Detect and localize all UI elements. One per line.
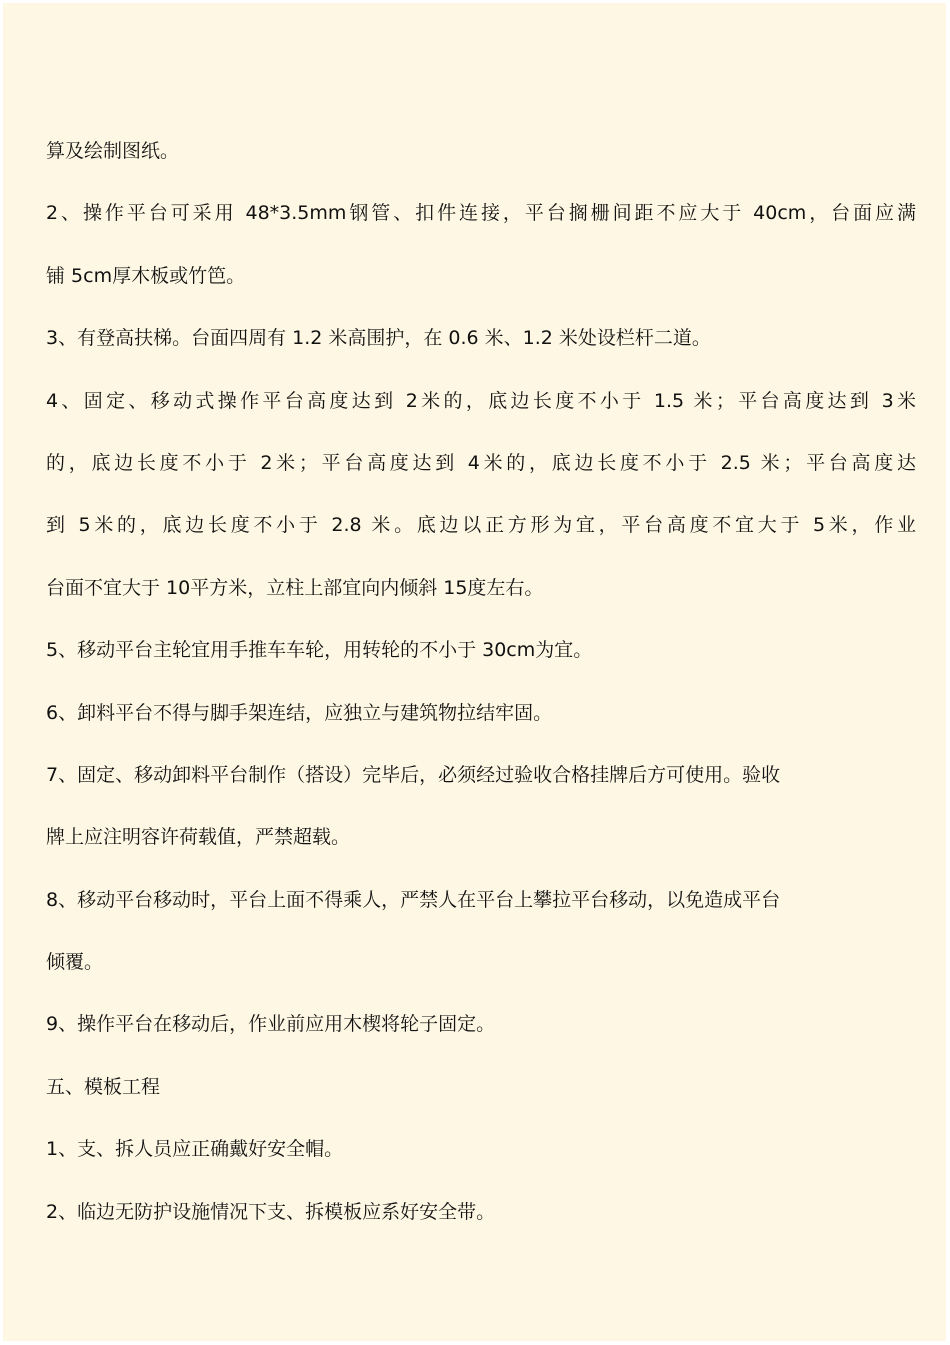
- text-line: 倾覆。: [46, 951, 104, 974]
- text-line: 台面不宜大于 10平方米，立柱上部宜向内倾斜 15度左右。: [46, 576, 544, 599]
- text-line: 2、操作平台可采用 48*3.5mm钢管、扣件连接，平台搁栅间距不应大于 40cm，台面应满: [46, 202, 916, 225]
- text-line: 5、移动平台主轮宜用手推车车轮，用转轮的不小于 30cm为宜。: [46, 639, 593, 662]
- document-page: [3, 3, 946, 1341]
- text-line: 的，底边长度不小于 2米；平台高度达到 4米的，底边长度不小于 2.5 米；平台高度达: [46, 451, 916, 474]
- text-line: 6、卸料平台不得与脚手架连结，应独立与建筑物拉结牢固。: [46, 701, 553, 724]
- text-line: 铺 5cm厚木板或竹笆。: [46, 264, 246, 287]
- section-heading: 五、模板工程: [46, 1075, 161, 1098]
- text-line: 2、临边无防护设施情况下支、拆模板应系好安全带。: [46, 1200, 496, 1223]
- text-line: 4、固定、移动式操作平台高度达到 2米的，底边长度不小于 1.5 米；平台高度达到 3米: [46, 389, 916, 412]
- text-line: 9、操作平台在移动后，作业前应用木楔将轮子固定。: [46, 1013, 496, 1036]
- text-line: 1、支、拆人员应正确戴好安全帽。: [46, 1138, 344, 1161]
- text-line: 牌上应注明容许荷载值，严禁超载。: [46, 826, 351, 849]
- text-line: 到 5米的，底边长度不小于 2.8 米。底边以正方形为宜，平台高度不宜大于 5米，作业: [46, 514, 916, 537]
- text-line: 7、固定、移动卸料平台制作（搭设）完毕后，必须经过验收合格挂牌后方可使用。验收: [46, 763, 781, 786]
- document-body: [46, 126, 916, 1249]
- text-line: 算及绘制图纸。: [46, 140, 180, 162]
- text-line: 8、移动平台移动时，平台上面不得乘人，严禁人在平台上攀拉平台移动，以免造成平台: [46, 888, 781, 911]
- text-line: 3、有登高扶梯。台面四周有 1.2 米高围护，在 0.6 米、1.2 米处设栏杆二道。: [46, 327, 711, 350]
